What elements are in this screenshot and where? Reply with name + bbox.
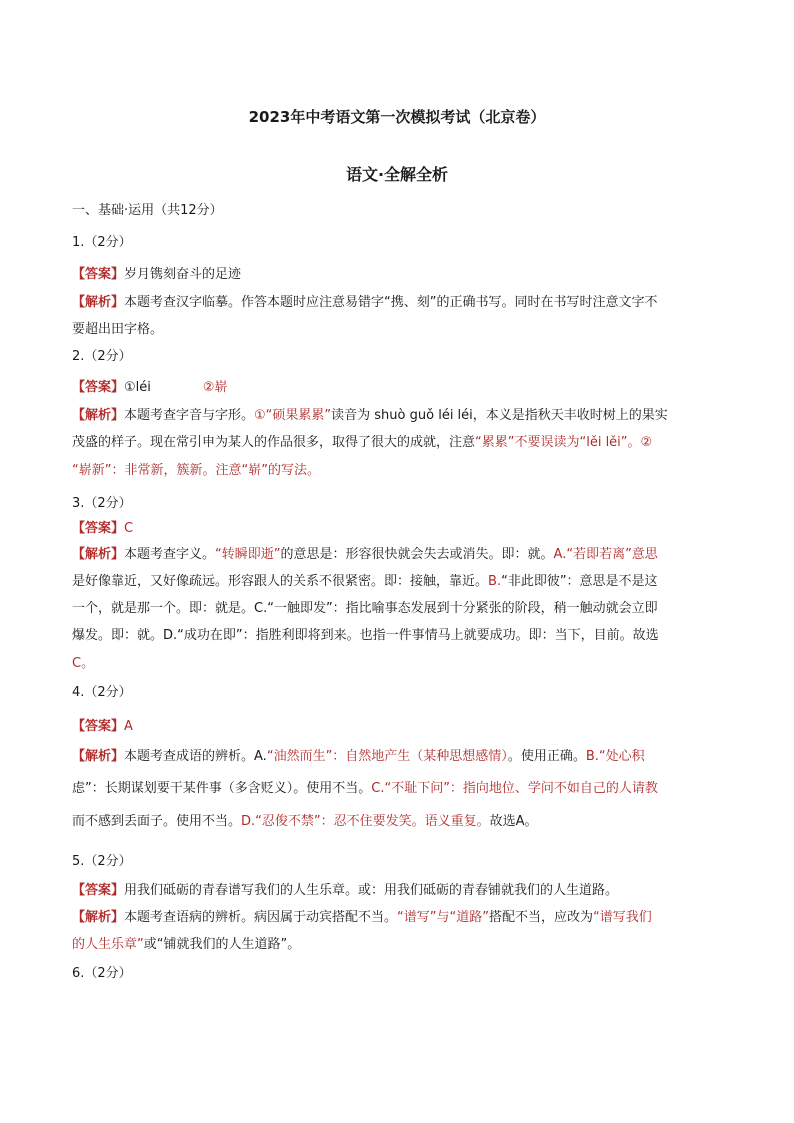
analysis-continuation: C。 <box>72 656 95 671</box>
analysis-continuation <box>72 432 652 454</box>
analysis-text: 本题考查成语的辨析。A. <box>124 749 267 764</box>
question-3-label: 3.（2分） <box>72 496 132 511</box>
answer-text: C <box>124 521 134 536</box>
question-2-analysis <box>72 405 668 427</box>
analysis-continuation: 要超出田字格。 <box>72 322 164 337</box>
analysis-text: 读音为 shuò guǒ léi léi，本义是指秋天丰收时树上的果实 <box>331 408 668 423</box>
analysis-text: 搭配不当，应改为 <box>488 910 593 925</box>
analysis-highlight: “谱写我们 <box>593 910 652 925</box>
question-4-label: 4.（2分） <box>72 685 132 700</box>
analysis-highlight: 的人生乐章” <box>72 937 144 952</box>
document-subtitle: 语文·全解全析 <box>345 165 449 184</box>
analysis-text: 或“铺就我们的人生道路”。 <box>143 937 301 952</box>
answer-tag: 【答案】 <box>72 380 125 395</box>
question-4-analysis <box>72 746 645 768</box>
analysis-continuation: 爆发。即：就。D.“成功在即”：指胜利即将到来。也指一件事情马上就要成功。即：当下，目前。故选 <box>72 628 659 643</box>
analysis-text: 虑”：长期谋划要干某件事（多含贬义）。使用不当。 <box>72 781 372 796</box>
analysis-continuation <box>72 778 658 800</box>
analysis-highlight: B. <box>488 574 502 589</box>
analysis-text: 故选A。 <box>489 814 538 829</box>
question-5-analysis <box>72 907 652 929</box>
analysis-highlight: A.“若即若离”意思 <box>553 547 658 562</box>
analysis-text: 是好像靠近，又好像疏远。形容跟人的关系不很紧密。即：接触，靠近。 <box>72 574 489 589</box>
analysis-continuation <box>72 811 538 833</box>
section-heading: 一、基础·运用（共12分） <box>72 203 223 218</box>
question-1-analysis <box>72 292 658 314</box>
analysis-highlight: “油然而生”：自然地产生（某种思想感情） <box>266 749 508 764</box>
analysis-tag: 【解析】 <box>72 408 125 423</box>
question-4-answer <box>72 716 133 738</box>
analysis-continuation <box>72 571 658 593</box>
question-2-label: 2.（2分） <box>72 349 132 364</box>
answer-part-2: ②崭 <box>202 380 228 395</box>
analysis-text: 本题考查汉字临摹。作答本题时应注意易错字“携、刻”的正确书写。同时在书写时注意文字不 <box>124 295 658 310</box>
document-title: 2023年中考语文第一次模拟考试（北京卷） <box>248 108 546 126</box>
answer-tag: 【答案】 <box>72 521 125 536</box>
question-2-answer <box>72 377 228 399</box>
analysis-tag: 【解析】 <box>72 547 125 562</box>
analysis-tag: 【解析】 <box>72 295 125 310</box>
analysis-text: “非此即彼”：意思是不是这 <box>501 574 658 589</box>
answer-text: 岁月镌刻奋斗的足迹 <box>124 267 242 282</box>
question-1-label: 1.（2分） <box>72 235 132 250</box>
analysis-text: 本题考查语病的辨析。病因属于动宾搭配不当。 <box>124 910 398 925</box>
analysis-highlight: “转瞬即逝” <box>215 547 281 562</box>
analysis-tag: 【解析】 <box>72 749 125 764</box>
answer-part-1: ①léi <box>124 380 151 395</box>
analysis-text: 茂盛的样子。现在常引申为某人的作品很多，取得了很大的成就，注意 <box>72 435 476 450</box>
analysis-text: 而不感到丢面子。使用不当。 <box>72 814 242 829</box>
analysis-text: 的意思是：形容很快就会失去或消失。即：就。 <box>280 547 554 562</box>
question-6-label: 6.（2分） <box>72 966 132 981</box>
answer-tag: 【答案】 <box>72 719 125 734</box>
answer-text: 用我们砥砺的青春谱写我们的人生乐章。或：用我们砥砺的青春铺就我们的人生道路。 <box>124 883 619 898</box>
analysis-continuation: “崭新”：非常新，簇新。注意“崭”的写法。 <box>72 463 320 478</box>
analysis-highlight: C.“不耻下问”：指向地位、学问不如自己的人请教 <box>371 781 658 796</box>
analysis-highlight: “累累”不要误读为“lěi lěi”。② <box>475 435 653 450</box>
analysis-text: 本题考查字义。 <box>124 547 216 562</box>
analysis-highlight: “谱写”与“道路” <box>397 910 489 925</box>
question-3-answer <box>72 518 133 540</box>
analysis-tag: 【解析】 <box>72 910 125 925</box>
answer-tag: 【答案】 <box>72 883 125 898</box>
analysis-highlight: B.“处心积 <box>585 749 645 764</box>
question-1-answer <box>72 264 241 286</box>
question-5-answer <box>72 880 618 902</box>
analysis-text: 本题考查字音与字形。 <box>124 408 255 423</box>
question-5-label: 5.（2分） <box>72 854 132 869</box>
question-3-analysis <box>72 544 658 566</box>
analysis-text: 。使用正确。 <box>507 749 586 764</box>
answer-text: A <box>124 719 133 734</box>
analysis-highlight: ①“硕果累累” <box>254 408 332 423</box>
analysis-highlight: D.“忍俊不禁”：忍不住要发笑。语义重复。 <box>241 814 490 829</box>
answer-tag: 【答案】 <box>72 267 125 282</box>
analysis-continuation: 一个，就是那一个。即：就是。C.“一触即发”：指比喻事态发展到十分紧张的阶段，稍一触动就会立即 <box>72 601 658 616</box>
analysis-continuation <box>72 934 300 956</box>
